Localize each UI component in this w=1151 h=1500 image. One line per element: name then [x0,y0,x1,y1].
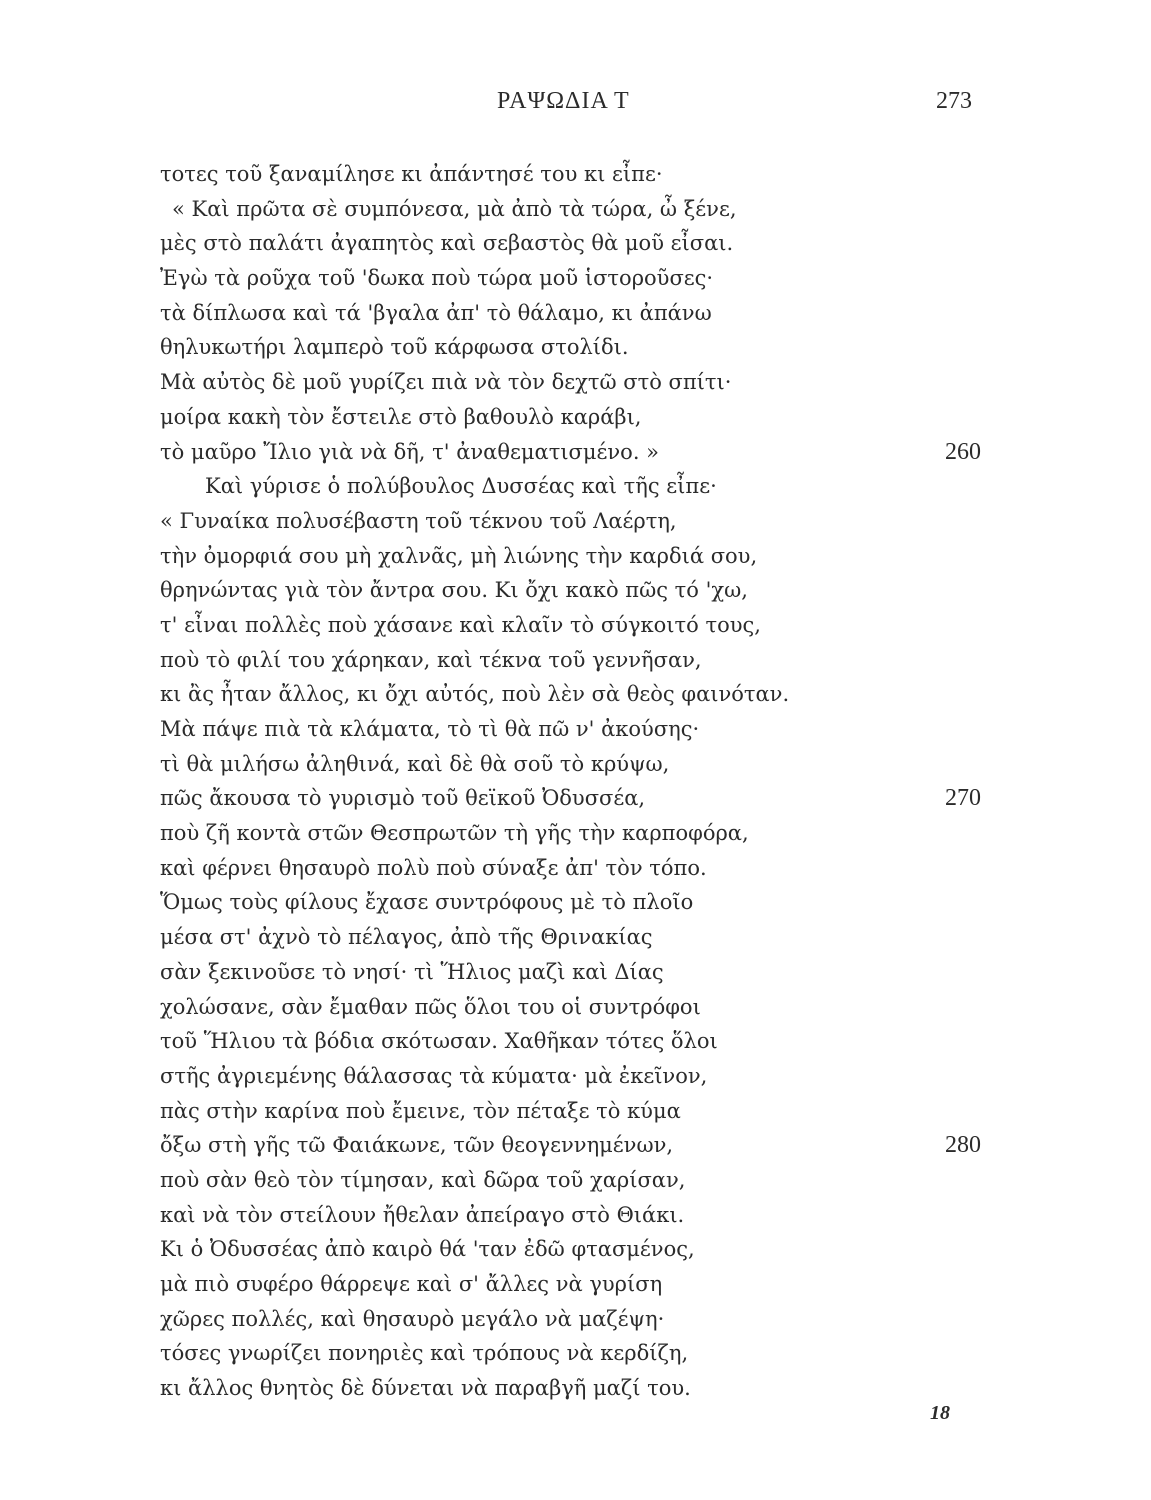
verse-line-text: θρηνώντας γιὰ τὸν ἄντρα σου. Κι ὄχι κακὸ πῶς τό 'χω, [160,578,748,603]
verse-line [160,955,900,990]
verse-line [160,261,900,296]
verse-line [160,816,900,851]
verse-line-text: τόσες γνωρίζει πονηριὲς καὶ τρόπους νὰ κερδίζη, [160,1341,689,1366]
verse-line [160,1094,900,1129]
verse-line-text: καὶ νὰ τὸν στείλουν ἤθελαν ἀπείραγο στὸ Θιάκι. [160,1202,685,1227]
verse-line [160,192,900,227]
verse-line-text: Ἐγὼ τὰ ροῦχα τοῦ 'δωκα ποὺ τώρα μοῦ ἱστοροῦσες· [160,266,714,291]
verse-line-text: ποὺ σὰν θεὸ τὸν τίμησαν, καὶ δῶρα τοῦ χαρίσαν, [160,1167,686,1192]
verse-line [160,990,900,1025]
verse-line-text: Καὶ γύρισε ὁ πολύβουλος Δυσσέας καὶ τῆς εἶπε· [205,474,717,499]
verse-line [160,400,900,435]
verse-line [160,643,900,678]
verse-line-text: κι ἄλλος θνητὸς δὲ δύνεται νὰ παραβγῆ μαζί του. [160,1376,691,1401]
verse-line [160,1302,900,1337]
verse-line-text: ποὺ ζῆ κοντὰ στῶν Θεσπρωτῶν τὴ γῆς τὴν καρποφόρα, [160,821,749,846]
verse-line-text: κι ἂς ἦταν ἄλλος, κι ὄχι αὐτός, ποὺ λὲν σὰ θεὸς φαινόταν. [160,682,790,707]
verse-line-text: Ὅμως τοὺς φίλους ἔχασε συντρόφους μὲ τὸ πλοῖο [160,890,694,915]
verse-line [160,1232,900,1267]
verse-line-text: μοίρα κακὴ τὸν ἔστειλε στὸ βαθουλὸ καράβι, [160,404,642,429]
verse-line [160,1024,900,1059]
verse-line [160,1267,900,1302]
verse-line-text: τὸ μαῦρο Ἴλιο γιὰ νὰ δῆ, τ' ἀναθεματισμένο. » [160,439,660,464]
verse-line-text: τοῦ Ἥλιου τὰ βόδια σκότωσαν. Χαθῆκαν τότες ὅλοι [160,1029,718,1054]
verse-line-text: χῶρες πολλές, καὶ θησαυρὸ μεγάλο νὰ μαζέψη· [160,1306,665,1331]
poem-text-block [160,157,981,1406]
verse-line [160,677,900,712]
verse-line [160,157,900,192]
verse-line [160,781,981,816]
verse-line-text: καὶ φέρνει θησαυρὸ πολὺ ποὺ σύναξε ἀπ' τὸν τόπο. [160,855,707,880]
verse-line-text: « Γυναίκα πολυσέβαστη τοῦ τέκνου τοῦ Λαέρτη, [160,508,677,533]
verse-line [160,712,900,747]
verse-line [160,330,900,365]
verse-line [160,885,900,920]
verse-line [160,296,900,331]
verse-line [160,504,900,539]
verse-line [160,851,900,886]
verse-line-number: 280 [945,1132,981,1159]
verse-line-text: τὴν ὀμορφιά σου μὴ χαλνᾶς, μὴ λιώνης τὴν καρδιά σου, [160,543,758,568]
running-header-title: ΡΑΨΩΔΙΑ Τ [497,88,630,114]
verse-line-text: τοτες τοῦ ξαναμίλησε κι ἀπάντησέ του κι εἶπε· [160,162,663,186]
verse-line-text: θηλυκωτήρι λαμπερὸ τοῦ κάρφωσα στολίδι. [160,335,629,360]
verse-line-text: σὰν ξεκινοῦσε τὸ νησί· τὶ Ἥλιος μαζὶ καὶ Δίας [160,959,664,984]
verse-line-text: Κι ὁ Ὀδυσσέας ἀπὸ καιρὸ θά 'ταν ἐδῶ φτασμένος, [160,1237,695,1262]
verse-line-text: πὰς στὴν καρίνα ποὺ ἔμεινε, τὸν πέταξε τὸ κύμα [160,1098,681,1123]
verse-line-text: μέσα στ' ἀχνὸ τὸ πέλαγος, ἀπὸ τῆς Θρινακίας [160,925,653,950]
verse-line-text: πῶς ἄκουσα τὸ γυρισμὸ τοῦ θεϊκοῦ Ὀδυσσέα, [160,786,646,811]
gathering-signature-mark: 18 [930,1402,950,1424]
verse-line [160,365,900,400]
verse-line [160,573,900,608]
verse-line [160,1128,981,1163]
verse-line [160,1163,900,1198]
verse-line [160,539,900,574]
verse-line [160,1198,900,1233]
verse-line [160,226,900,261]
verse-line-number: 260 [945,438,981,465]
verse-line-text: χολώσανε, σὰν ἔμαθαν πῶς ὅλοι του οἱ συντρόφοι [160,994,701,1019]
verse-line-text: τ' εἶναι πολλὲς ποὺ χάσανε καὶ κλαῖν τὸ σύγκοιτό τους, [160,612,761,637]
verse-line-text: μὰ πιὸ συφέρο θάρρεψε καὶ σ' ἄλλες νὰ γυρίση [160,1272,663,1296]
verse-line-number: 270 [945,785,981,812]
verse-line-text: ὄξω στὴ γῆς τῶ Φαιάκωνε, τῶν θεογεννημένων, [160,1133,674,1158]
verse-line [160,1371,900,1406]
verse-line-text: στῆς ἀγριεμένης θάλασσας τὰ κύματα· μὰ ἐκεῖνον, [160,1063,708,1088]
verse-line-text: μὲς στὸ παλάτι ἀγαπητὸς καὶ σεβαστὸς θὰ μοῦ εἶσαι. [160,231,734,256]
verse-line [160,608,900,643]
verse-line [160,1059,900,1094]
verse-line [160,920,900,955]
verse-line-text: « Καὶ πρῶτα σὲ συμπόνεσα, μὰ ἀπὸ τὰ τώρα, ὦ ξένε, [172,196,737,221]
verse-line-text: τὰ δίπλωσα καὶ τά 'βγαλα ἀπ' τὸ θάλαμο, κι ἀπάνω [160,300,712,325]
verse-line [160,747,900,782]
verse-line-text: τὶ θὰ μιλήσω ἀληθινά, καὶ δὲ θὰ σοῦ τὸ κρύψω, [160,751,670,776]
verse-line [160,435,981,470]
page-number: 273 [936,88,972,114]
verse-line [160,1336,900,1371]
verse-line [160,469,900,504]
verse-line-text: ποὺ τὸ φιλί του χάρηκαν, καὶ τέκνα τοῦ γεννῆσαν, [160,647,702,672]
verse-line-text: Μὰ πάψε πιὰ τὰ κλάματα, τὸ τὶ θὰ πῶ ν' ἀκούσης· [160,717,700,741]
verse-line-text: Μὰ αὐτὸς δὲ μοῦ γυρίζει πιὰ νὰ τὸν δεχτῶ στὸ σπίτι· [160,370,732,395]
